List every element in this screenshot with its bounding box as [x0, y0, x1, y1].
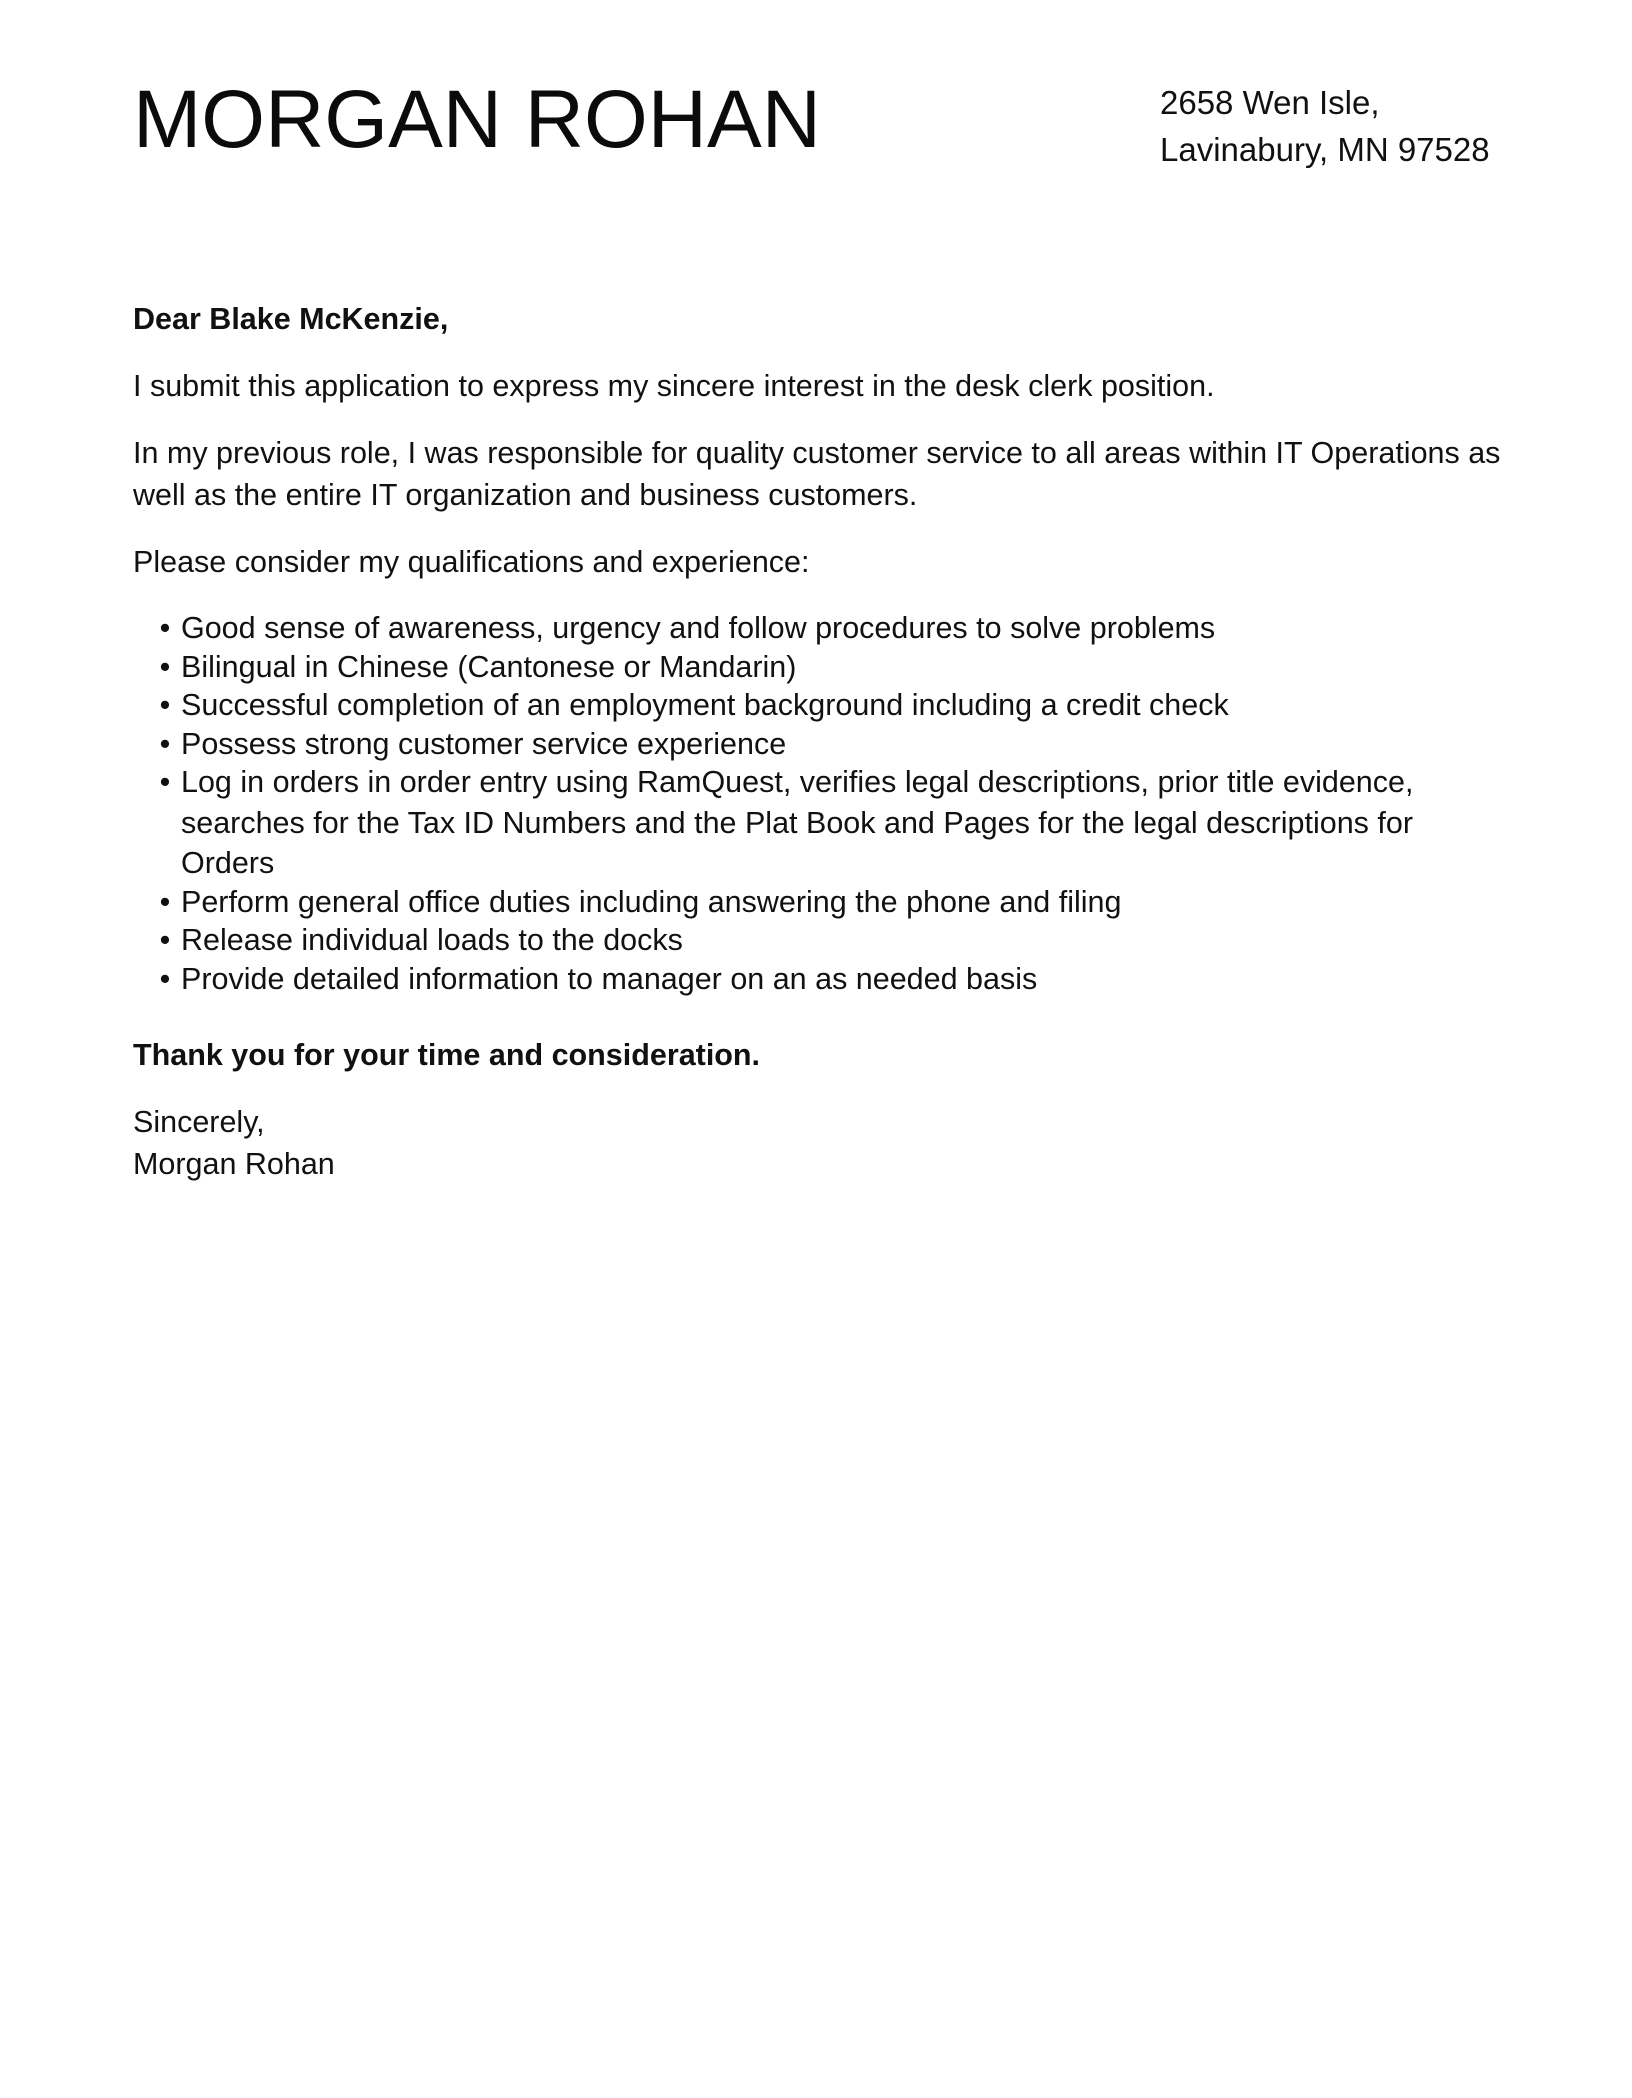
applicant-address — [1160, 79, 1490, 173]
list-item-text: Provide detailed information to manager on an as needed basis — [181, 961, 1038, 996]
list-item-text: Successful completion of an employment background including a credit check — [181, 688, 1229, 722]
list-item — [133, 608, 1503, 649]
list-item — [133, 647, 1503, 688]
closing-block — [133, 1101, 1503, 1185]
qualifications-list — [133, 608, 1503, 999]
list-item-text: Release individual loads to the docks — [181, 923, 683, 957]
bullet-icon: • — [159, 961, 171, 996]
signoff: Sincerely, — [133, 1105, 265, 1139]
list-item — [133, 762, 1503, 884]
list-item-text: Perform general office duties including answering the phone and filing — [181, 884, 1122, 919]
letter-header — [133, 70, 1499, 190]
list-item — [133, 959, 1503, 1000]
bullet-icon: • — [159, 688, 171, 722]
bullet-icon: • — [159, 884, 171, 919]
list-item-text: Possess strong customer service experience — [181, 726, 787, 761]
bullet-icon: • — [159, 923, 171, 957]
intro-paragraph: I submit this application to express my sincere interest in the desk clerk position. — [133, 369, 1215, 403]
letter-body — [133, 298, 1503, 1210]
list-item-text: Good sense of awareness, urgency and follow procedures to solve problems — [181, 611, 1216, 645]
list-item-text: Bilingual in Chinese (Cantonese or Mandarin) — [181, 649, 797, 684]
bullet-icon: • — [159, 611, 171, 645]
bullet-icon: • — [159, 726, 171, 761]
bullet-icon: • — [159, 765, 171, 799]
qualifications-intro: Please consider my qualifications and experience: — [133, 545, 810, 579]
list-item — [133, 920, 1503, 961]
applicant-name: MORGAN ROHAN — [133, 74, 821, 165]
experience-paragraph: In my previous role, I was responsible for quality customer service to all areas within IT Operations as well as the entire IT organization and business customers. — [133, 436, 1501, 512]
list-item — [133, 882, 1503, 923]
signature-name: Morgan Rohan — [133, 1147, 335, 1181]
bullet-icon: • — [159, 649, 171, 684]
greeting: Dear Blake McKenzie, — [133, 302, 449, 336]
address-line-2: Lavinabury, MN 97528 — [1160, 131, 1490, 168]
list-item — [133, 685, 1503, 726]
list-item-text: Log in orders in order entry using RamQuest, verifies legal descriptions, prior title evidence, searches for the Tax ID Numbers and the Plat Book and Pages for the legal descriptions for Orders — [181, 765, 1414, 880]
thanks-line: Thank you for your time and consideration. — [133, 1038, 761, 1072]
address-line-1: 2658 Wen Isle, — [1160, 84, 1380, 121]
list-item — [133, 724, 1503, 765]
